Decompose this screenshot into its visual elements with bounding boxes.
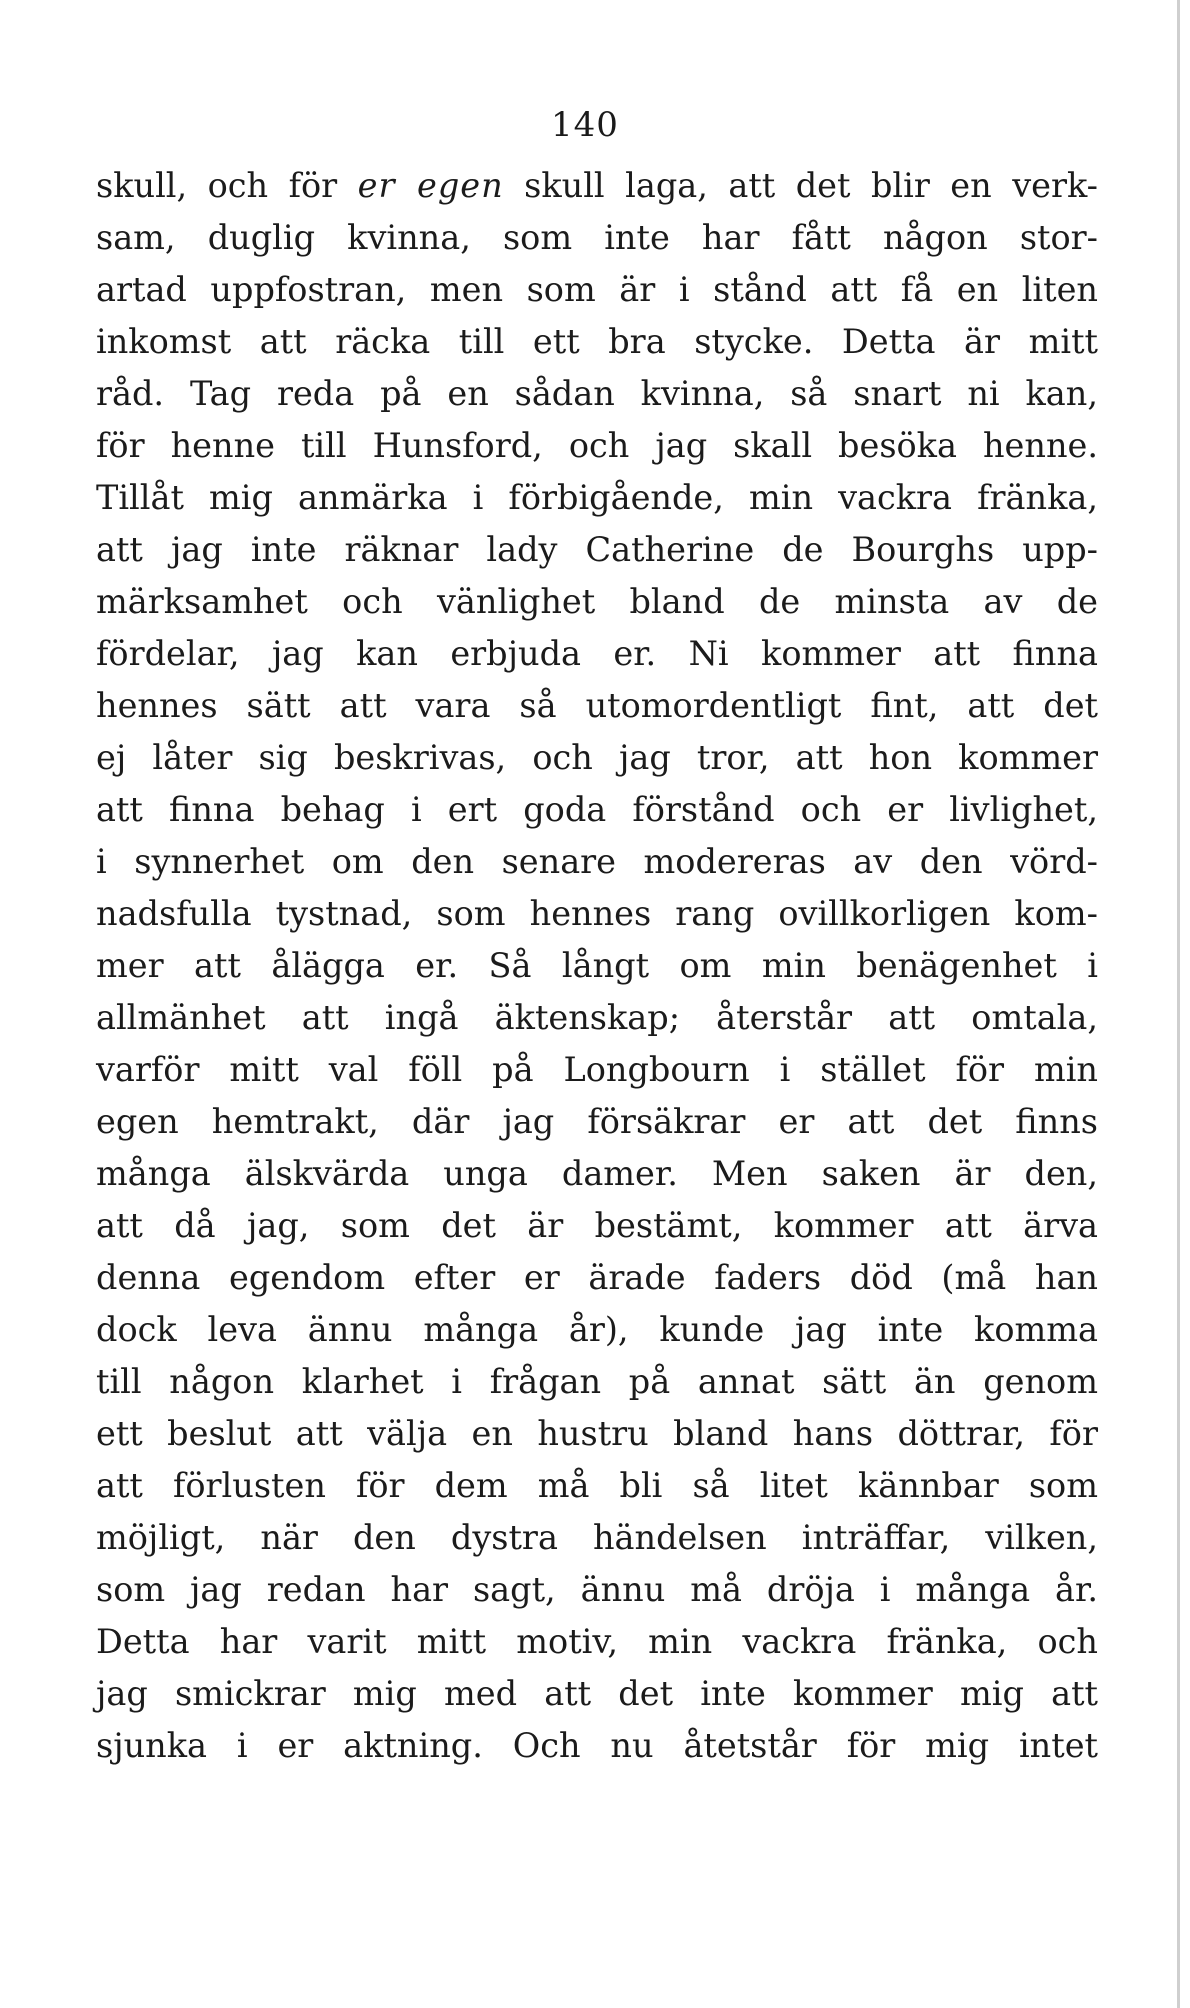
text-line: ej låter sig beskrivas, och jag tror, att hon kommer bbox=[96, 738, 1098, 777]
page-edge-divider bbox=[1177, 0, 1180, 2008]
text-line: till någon klarhet i frågan på annat sätt än genom bbox=[96, 1362, 1098, 1401]
text-line: i synnerhet om den senare modereras av den vörd- bbox=[96, 842, 1098, 881]
text-line: som jag redan har sagt, ännu må dröja i många år. bbox=[96, 1570, 1098, 1609]
text-line: många älskvärda unga damer. Men saken är den, bbox=[96, 1154, 1098, 1193]
text-line: Tillåt mig anmärka i förbigående, min vackra fränka, bbox=[96, 478, 1098, 517]
text-line: egen hemtrakt, där jag försäkrar er att det finns bbox=[96, 1102, 1098, 1141]
text-line: varför mitt val föll på Longbourn i stället för min bbox=[96, 1050, 1098, 1089]
text-line: råd. Tag reda på en sådan kvinna, så snart ni kan, bbox=[96, 374, 1098, 413]
text-line: skull, och för er egen skull laga, att det blir en verk- bbox=[96, 166, 1098, 205]
text-line: att förlusten för dem må bli så litet kännbar som bbox=[96, 1466, 1098, 1505]
text-line: jag smickrar mig med att det inte kommer mig att bbox=[96, 1674, 1098, 1713]
text-line: sjunka i er aktning. Och nu åtetstår för mig intet bbox=[96, 1726, 1098, 1765]
text-line: nadsfulla tystnad, som hennes rang ovillkorligen kom- bbox=[96, 894, 1098, 933]
text-line: dock leva ännu många år), kunde jag inte komma bbox=[96, 1310, 1098, 1349]
text-line: märksamhet och vänlighet bland de minsta av de bbox=[96, 582, 1098, 621]
text-line: artad uppfostran, men som är i stånd att få en liten bbox=[96, 270, 1098, 309]
text-line: ett beslut att välja en hustru bland hans döttrar, för bbox=[96, 1414, 1098, 1453]
text-line: denna egendom efter er ärade faders död (må han bbox=[96, 1258, 1098, 1297]
italic-emphasis: er egen bbox=[357, 166, 504, 205]
body-text bbox=[96, 160, 1098, 1772]
text-line: Detta har varit mitt motiv, min vackra fränka, och bbox=[96, 1622, 1098, 1661]
text-line: att jag inte räknar lady Catherine de Bourghs upp- bbox=[96, 530, 1098, 569]
text-line: att finna behag i ert goda förstånd och er livlighet, bbox=[96, 790, 1098, 829]
text-line: fördelar, jag kan erbjuda er. Ni kommer att finna bbox=[96, 634, 1098, 673]
text-line: allmänhet att ingå äktenskap; återstår att omtala, bbox=[96, 998, 1098, 1037]
text-line: mer att ålägga er. Så långt om min benägenhet i bbox=[96, 946, 1098, 985]
text-line: möjligt, när den dystra händelsen inträffar, vilken, bbox=[96, 1518, 1098, 1557]
text-line: sam, duglig kvinna, som inte har fått någon stor- bbox=[96, 218, 1098, 257]
text-line: att då jag, som det är bestämt, kommer att ärva bbox=[96, 1206, 1098, 1245]
text-line: för henne till Hunsford, och jag skall besöka henne. bbox=[96, 426, 1098, 465]
page-number: 140 bbox=[551, 105, 619, 145]
text-line: inkomst att räcka till ett bra stycke. Detta är mitt bbox=[96, 322, 1098, 361]
text-line: hennes sätt att vara så utomordentligt fint, att det bbox=[96, 686, 1098, 725]
